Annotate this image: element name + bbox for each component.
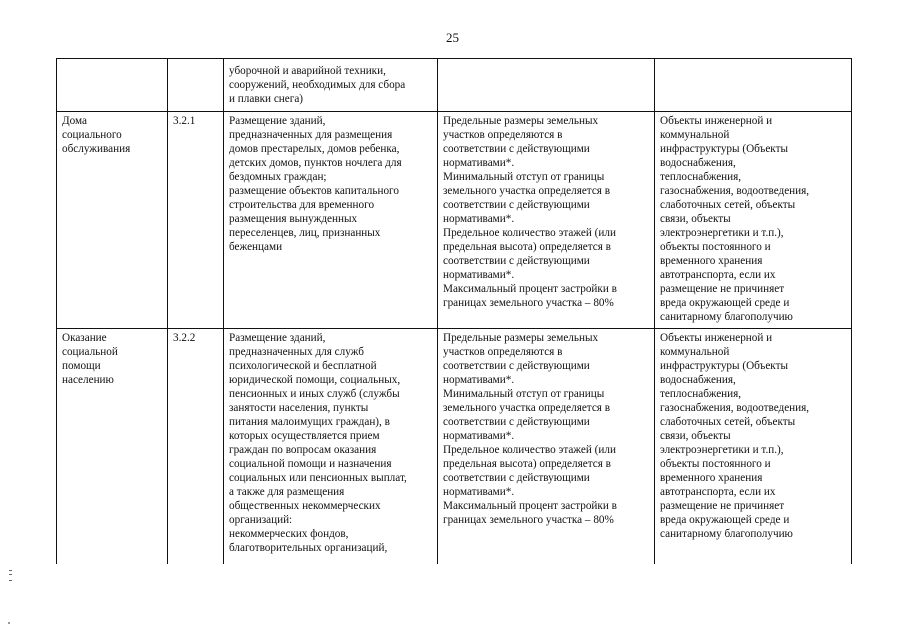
text-line: предназначенных для размещения [229, 129, 393, 141]
text-line: населению [62, 374, 114, 386]
text-line: бездомных граждан; [229, 171, 327, 183]
text-line: беженцами [229, 241, 283, 253]
text-line: социальных или пенсионных выплат, [229, 472, 407, 484]
text-line: переселенцев, лиц, признанных [229, 227, 381, 239]
text-line: водоснабжения, [660, 374, 736, 386]
text-line: и плавки снега) [229, 93, 304, 105]
text-line: границах земельного участка – 80% [443, 297, 614, 309]
text-line: нормативами*. [443, 430, 515, 442]
text-line: соответствии с действующими [443, 472, 590, 484]
text-line: слаботочных сетей, объекты [660, 199, 796, 211]
text-line: социальной помощи и назначения [229, 458, 392, 470]
land-use-table [56, 58, 852, 564]
text-line: Размещение зданий, [229, 115, 326, 127]
text-line: нормативами*. [443, 269, 515, 281]
text-line: обслуживания [62, 143, 131, 155]
text-line: слаботочных сетей, объекты [660, 416, 796, 428]
text-line: соответствии с действующими [443, 255, 590, 267]
text-line: земельного участка определяется в [443, 185, 611, 197]
table-row-3-2-1 [57, 112, 852, 329]
text-line: некоммерческих фондов, [229, 528, 349, 540]
text-line: объекты постоянного и [660, 458, 771, 470]
cell-description [224, 329, 438, 565]
text-line: водоснабжения, [660, 157, 736, 169]
text-line: помощи [62, 360, 101, 372]
scan-artifact-mark [9, 570, 12, 581]
text-line: Дома [62, 115, 87, 127]
text-line: Размещение зданий, [229, 332, 326, 344]
cell-parameters [438, 112, 655, 329]
text-line: Минимальный отступ от границы [443, 171, 605, 183]
text-line: Объекты инженерной и [660, 115, 773, 127]
cell-auxiliary [655, 59, 852, 112]
page-number: 25 [446, 30, 459, 45]
text-line: связи, объекты [660, 430, 731, 442]
text-line: а также для размещения [229, 486, 345, 498]
text-line: предельная высота) определяется в [443, 241, 611, 253]
text-line: участков определяются в [443, 346, 563, 358]
text-line: Максимальный процент застройки в [443, 500, 617, 512]
text-line: соответствии с действующими [443, 416, 590, 428]
cell-name [57, 329, 168, 565]
cell-name [57, 59, 168, 112]
text-line: санитарному благополучию [660, 528, 793, 540]
text-line: Минимальный отступ от границы [443, 388, 605, 400]
text-line: газоснабжения, водоотведения, [660, 402, 810, 414]
text-line: граждан по вопросам оказания [229, 444, 377, 456]
text-line: нормативами*. [443, 213, 515, 225]
cell-code: 3.2.2 [168, 329, 224, 565]
text-line: детских домов, пунктов ночлега для [229, 157, 402, 169]
text-line: временного хранения [660, 255, 763, 267]
text-line: теплоснабжения, [660, 388, 742, 400]
text-line: размещение не причиняет [660, 283, 785, 295]
cell-code [168, 59, 224, 112]
cell-name [57, 112, 168, 329]
text-line: размещение не причиняет [660, 500, 785, 512]
text-line: коммунальной [660, 346, 730, 358]
text-line: Максимальный процент застройки в [443, 283, 617, 295]
text-line: соответствии с действующими [443, 360, 590, 372]
text-line: строительства для временного [229, 199, 375, 211]
text-line: границах земельного участка – 80% [443, 514, 614, 526]
text-line: коммунальной [660, 129, 730, 141]
text-line: общественных некоммерческих [229, 500, 381, 512]
text-line: временного хранения [660, 472, 763, 484]
text-line: автотранспорта, если их [660, 486, 776, 498]
text-line: занятости населения, пункты [229, 402, 369, 414]
table-row-3-2-2 [57, 329, 852, 565]
text-line: организаций: [229, 514, 293, 526]
text-line: питания малоимущих граждан), в [229, 416, 390, 428]
text-line: инфраструктуры (Объекты [660, 143, 789, 155]
text-line: объекты постоянного и [660, 241, 771, 253]
cell-auxiliary [655, 329, 852, 565]
text-line: связи, объекты [660, 213, 731, 225]
cell-auxiliary [655, 112, 852, 329]
text-line: психологической и бесплатной [229, 360, 377, 372]
text-line: которых осуществляется прием [229, 430, 380, 442]
text-line: благотворительных организаций, [229, 542, 388, 554]
text-line: сооружений, необходимых для сбора [229, 79, 406, 91]
text-line: Предельные размеры земельных [443, 332, 599, 344]
text-line: предельная высота) определяется в [443, 458, 611, 470]
text-line: Предельное количество этажей (или [443, 444, 616, 456]
text-line: теплоснабжения, [660, 171, 742, 183]
text-line: санитарному благополучию [660, 311, 793, 323]
text-line: Предельные размеры земельных [443, 115, 599, 127]
text-line: нормативами*. [443, 374, 515, 386]
cell-parameters [438, 329, 655, 565]
text-line: домов престарелых, домов ребенка, [229, 143, 400, 155]
text-line: Предельное количество этажей (или [443, 227, 616, 239]
text-line: социальной [62, 346, 118, 358]
text-line: социального [62, 129, 122, 141]
text-line: инфраструктуры (Объекты [660, 360, 789, 372]
scan-artifact-dot [8, 622, 10, 624]
text-line: уборочной и аварийной техники, [229, 65, 386, 77]
text-line: соответствии с действующими [443, 143, 590, 155]
text-line: пенсионных и иных служб (службы [229, 388, 400, 400]
text-line: электроэнергетики и т.п.), [660, 444, 784, 456]
cell-code: 3.2.1 [168, 112, 224, 329]
text-line: размещение объектов капитального [229, 185, 399, 197]
text-line: нормативами*. [443, 486, 515, 498]
cell-parameters [438, 59, 655, 112]
text-line: нормативами*. [443, 157, 515, 169]
text-line: газоснабжения, водоотведения, [660, 185, 810, 197]
text-line: соответствии с действующими [443, 199, 590, 211]
text-line: электроэнергетики и т.п.), [660, 227, 784, 239]
text-line: вреда окружающей среде и [660, 514, 790, 526]
table-row-continuation [57, 59, 852, 112]
text-line: автотранспорта, если их [660, 269, 776, 281]
text-line: юридической помощи, социальных, [229, 374, 401, 386]
text-line: размещения вынужденных [229, 213, 358, 225]
text-line: Объекты инженерной и [660, 332, 773, 344]
text-line: вреда окружающей среде и [660, 297, 790, 309]
cell-description [224, 59, 438, 112]
text-line: предназначенных для служб [229, 346, 364, 358]
text-line: Оказание [62, 332, 107, 344]
text-line: земельного участка определяется в [443, 402, 611, 414]
cell-description [224, 112, 438, 329]
text-line: участков определяются в [443, 129, 563, 141]
